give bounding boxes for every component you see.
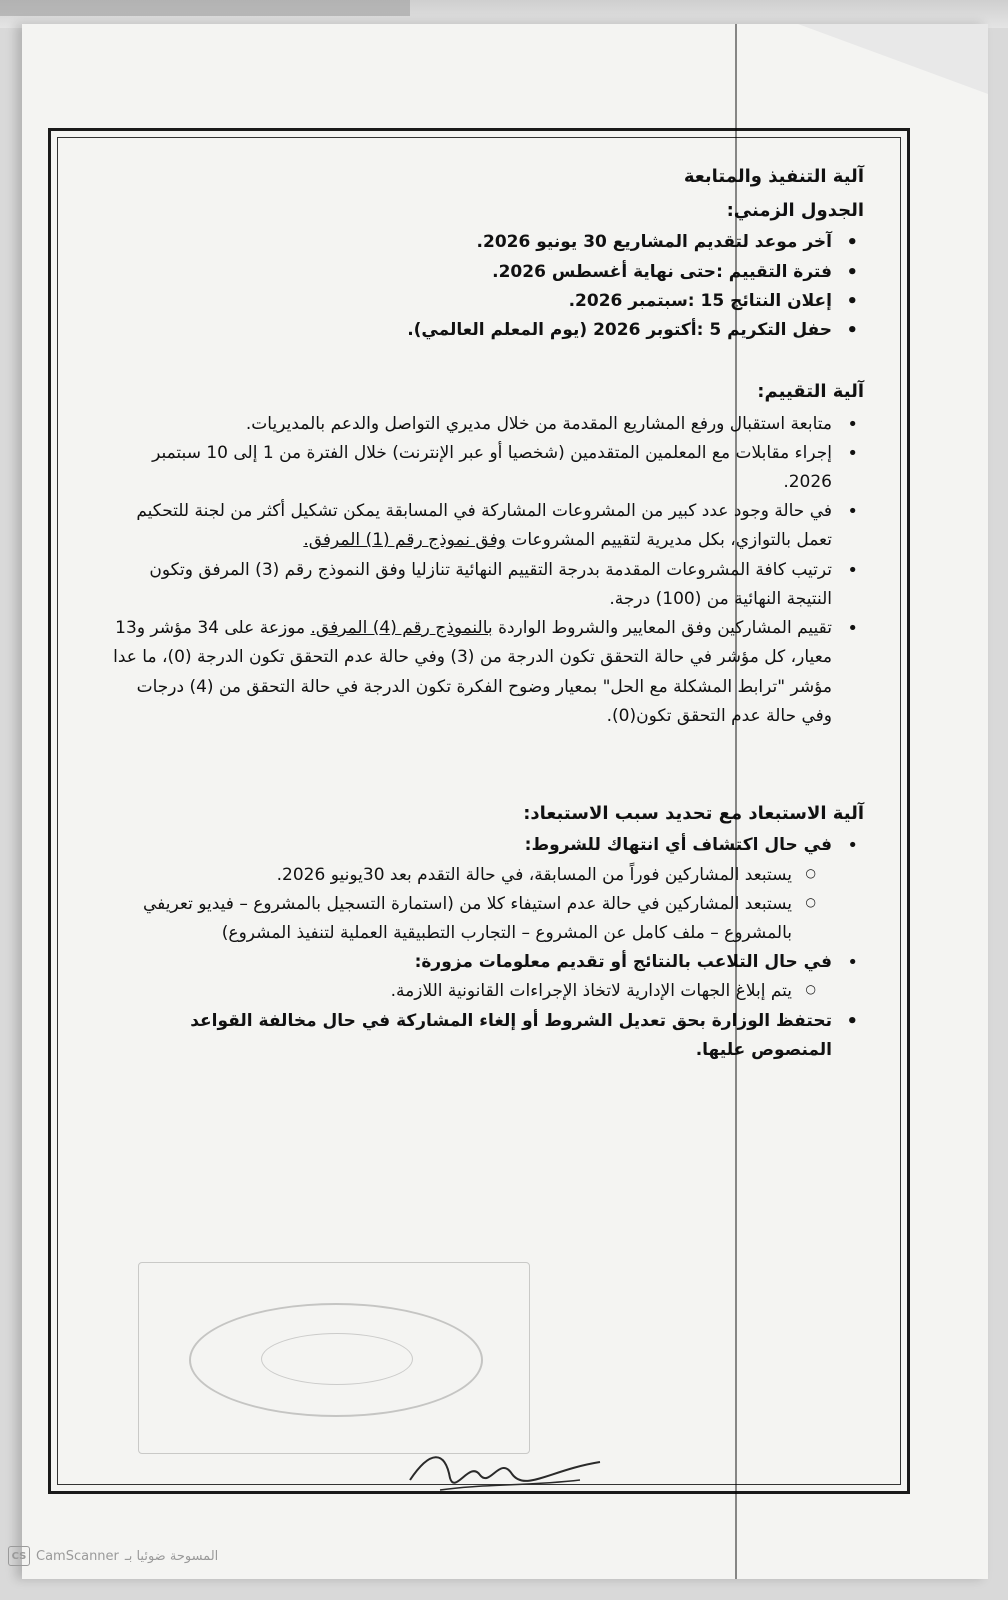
exclusion-list [112,831,864,1065]
timeline-item: • فترة التقييم :حتى نهاية أغسطس 2026. [112,258,832,287]
implementation-heading: آلية التنفيذ والمتابعة [683,166,864,187]
exclusion-case [112,948,832,1006]
timeline-item: • إعلان النتائج 15 :سبتمبر 2026. [112,287,832,316]
form-1-reference: وفق نموذج رقم (1) المرفق. [303,530,506,551]
scanner-label: المسوحة ضوئيا بـ [124,1548,219,1564]
timeline-list [112,228,864,345]
exclusion-case-title: في حال التلاعب بالنتائج أو تقديم معلومات مزورة: [414,952,832,973]
ministry-rights-note: • تحتفظ الوزارة بحق تعديل الشروط أو إلغاء المشاركة في حال مخالفة القواعد المنصوص عليها. [112,1007,832,1065]
exclusion-sublist [112,861,832,949]
scanner-watermark [8,1546,218,1566]
evaluation-item: • إجراء مقابلات مع المعلمين المتقدمين (شخصيا أو عبر الإنترنت) خلال الفترة من 1 إلى 10 سبتمبر 2026. [112,439,832,497]
evaluation-item: • تقييم المشاركين وفق المعايير والشروط الواردة بالنموذج رقم (4) المرفق. موزعة على 34 مؤشر و13 معيار، كل مؤشر في حالة التحقق تكون الدرجة من (3) وفي حالة عدم التحقق تكون الدرجة (0)، ما عدا مؤشر "ترابط المشكلة مع الحل" بمعيار وضوح الفكرة تكون الدرجة في حالة التحقق من (4) درجات وفي حالة عدم التحقق تكون(0). [112,614,832,731]
scan-artifact-strip [0,0,410,16]
exclusion-subitem: ○ يتم إبلاغ الجهات الإدارية لاتخاذ الإجراءات القانونية اللازمة. [112,977,792,1006]
stamp-seal-icon [189,1303,483,1417]
signature-icon [400,1440,620,1500]
page-corner-fold [798,24,988,94]
evaluation-heading: آلية التقييم: [757,381,864,403]
exclusion-case [112,831,832,948]
camscanner-logo-icon: CS [8,1546,30,1566]
exclusion-subitem: ○ يستبعد المشاركين في حالة عدم استيفاء كلا من (استمارة التسجيل بالمشروع – فيديو تعريفي بالمشروع – ملف كامل عن المشروع – التجارب التطبيقية العملية لتنفيذ المشروع) [112,890,792,948]
official-stamp [138,1262,530,1454]
evaluation-item: • ترتيب كافة المشروعات المقدمة بدرجة التقييم النهائية تنازليا وفق النموذج رقم (3) المرفق وتكون النتيجة النهائية من (100) درجة. [112,556,832,614]
exclusion-case-title: في حال اكتشاف أي انتهاك للشروط: [524,835,832,856]
exclusion-subitem: ○ يستبعد المشاركين فوراً من المسابقة، في حالة التقدم بعد 30يونيو 2026. [112,861,792,890]
timeline-item: • حفل التكريم 5 :أكتوبر 2026 (يوم المعلم العالمي). [112,316,832,345]
scanner-app-name: CamScanner [36,1548,119,1564]
evaluation-item: • في حالة وجود عدد كبير من المشروعات المشاركة في المسابقة يمكن تشكيل أكثر من لجنة للتحكيم تعمل بالتوازي، بكل مديرية لتقييم المشروعات وفق نموذج رقم (1) المرفق. [112,497,832,555]
exclusion-heading: آلية الاستبعاد مع تحديد سبب الاستبعاد: [523,803,864,825]
timeline-title: الجدول الزمني: [726,200,864,222]
form-4-reference: بالنموذج رقم (4) المرفق. [310,618,493,639]
timeline-item: • آخر موعد لتقديم المشاريع 30 يونيو 2026. [112,228,832,257]
document-body [112,160,864,1065]
evaluation-item: • متابعة استقبال ورفع المشاريع المقدمة من خلال مديري التواصل والدعم بالمديريات. [112,410,832,439]
evaluation-list [112,410,864,732]
exclusion-sublist [112,977,832,1006]
page-fold-line [735,24,737,1579]
